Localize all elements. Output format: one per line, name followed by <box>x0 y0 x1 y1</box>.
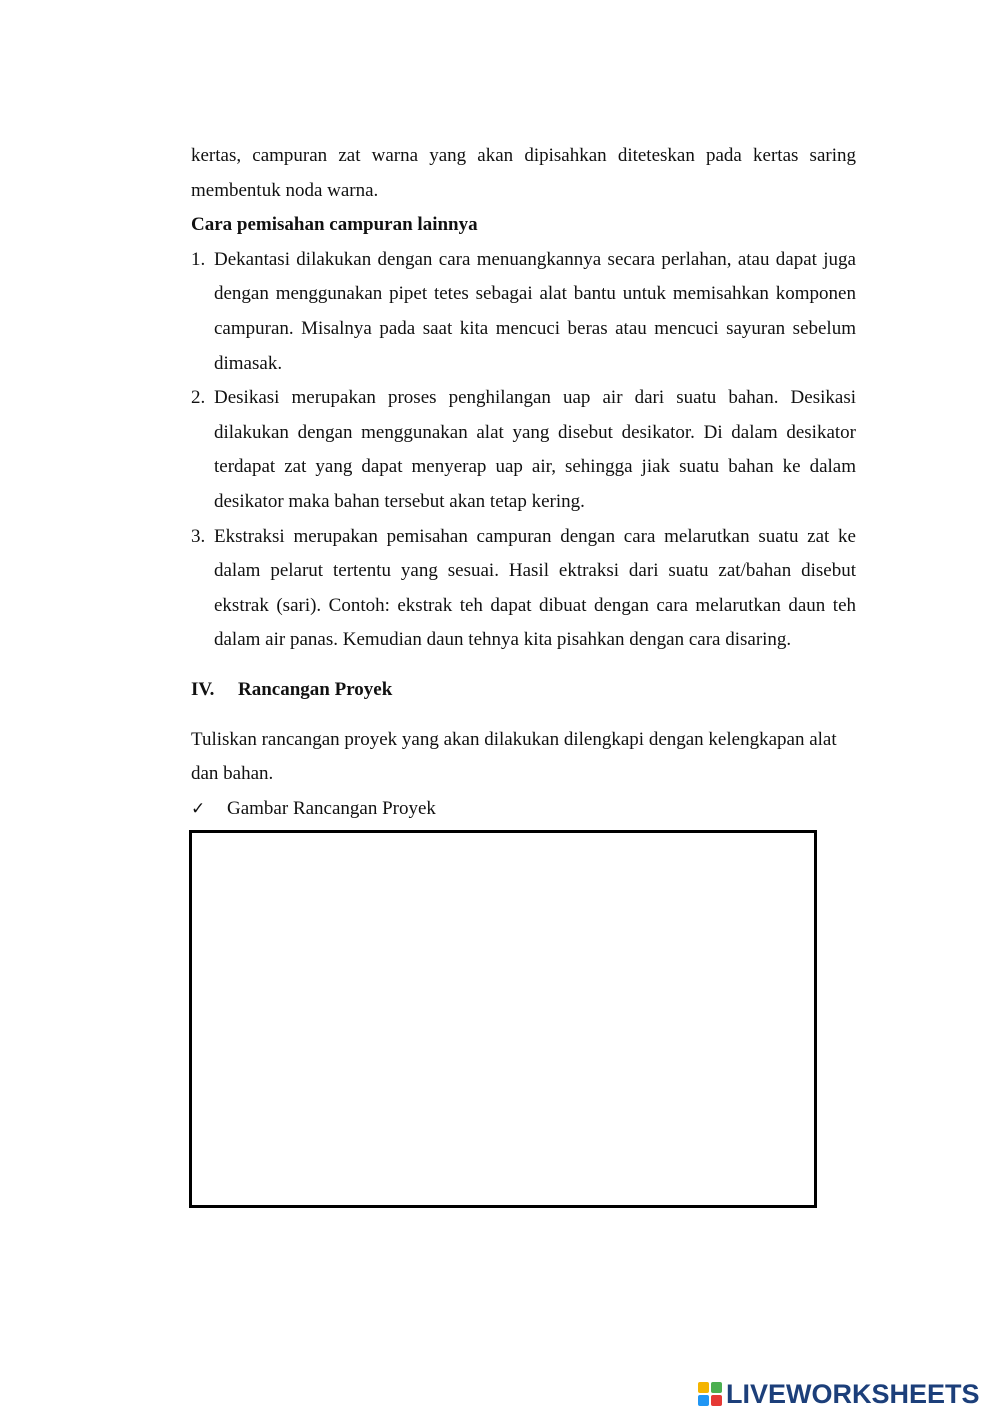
liveworksheets-brand <box>698 1378 980 1410</box>
page-content <box>191 139 856 826</box>
section-iv-title: Rancangan Proyek <box>238 678 393 700</box>
list-item <box>191 243 856 381</box>
checklist-label: Gambar Rancangan Proyek <box>227 797 436 819</box>
liveworksheets-logo-icon <box>698 1382 722 1406</box>
checkmark-icon: ✓ <box>191 798 206 819</box>
section-iv-heading <box>191 673 856 708</box>
brand-name: LIVEWORKSHEETS <box>726 1378 980 1409</box>
list-item-number: 3. <box>191 525 206 547</box>
checklist-item <box>191 792 856 827</box>
logo-square <box>711 1382 722 1393</box>
section-iv-numeral: IV. <box>191 678 215 700</box>
list-item <box>191 381 856 519</box>
logo-square <box>711 1395 722 1406</box>
list-item <box>191 520 856 658</box>
list-item-number: 1. <box>191 248 206 270</box>
intro-paragraph: kertas, campuran zat warna yang akan dipisahkan diteteskan pada kertas saring membentuk noda warna. <box>191 145 856 201</box>
list-item-text: Ekstraksi merupakan pemisahan campuran dengan cara melarutkan suatu zat ke dalam pelarut tertentu yang sesuai. Hasil ektraksi dari suatu zat/bahan disebut ekstrak (sari). Contoh: ekstrak teh dapat dibuat dengan cara melarutkan daun teh dalam air panas. Kemudian daun tehnya kita pisahkan dengan cara disaring. <box>214 525 856 651</box>
section-iv-instruction: Tuliskan rancangan proyek yang akan dilakukan dilengkapi dengan kelengkapan alat dan bahan. <box>191 728 837 785</box>
project-drawing-area[interactable] <box>189 830 817 1208</box>
logo-square <box>698 1382 709 1393</box>
separation-methods-list <box>191 243 856 658</box>
other-methods-heading: Cara pemisahan campuran lainnya <box>191 214 478 236</box>
list-item-text: Desikasi merupakan proses penghilangan uap air dari suatu bahan. Desikasi dilakukan dengan menggunakan alat yang disebut desikator. Di dalam desikator terdapat zat yang dapat menyerap uap air, sehingga jiak suatu bahan ke dalam desikator maka bahan tersebut akan tetap kering. <box>214 387 856 512</box>
logo-square <box>698 1395 709 1406</box>
list-item-text: Dekantasi dilakukan dengan cara menuangkannya secara perlahan, atau dapat juga dengan menggunakan pipet tetes sebagai alat bantu untuk memisahkan komponen campuran. Misalnya pada saat kita mencuci beras atau mencuci sayuran sebelum dimasak. <box>214 248 856 374</box>
list-item-number: 2. <box>191 387 206 409</box>
